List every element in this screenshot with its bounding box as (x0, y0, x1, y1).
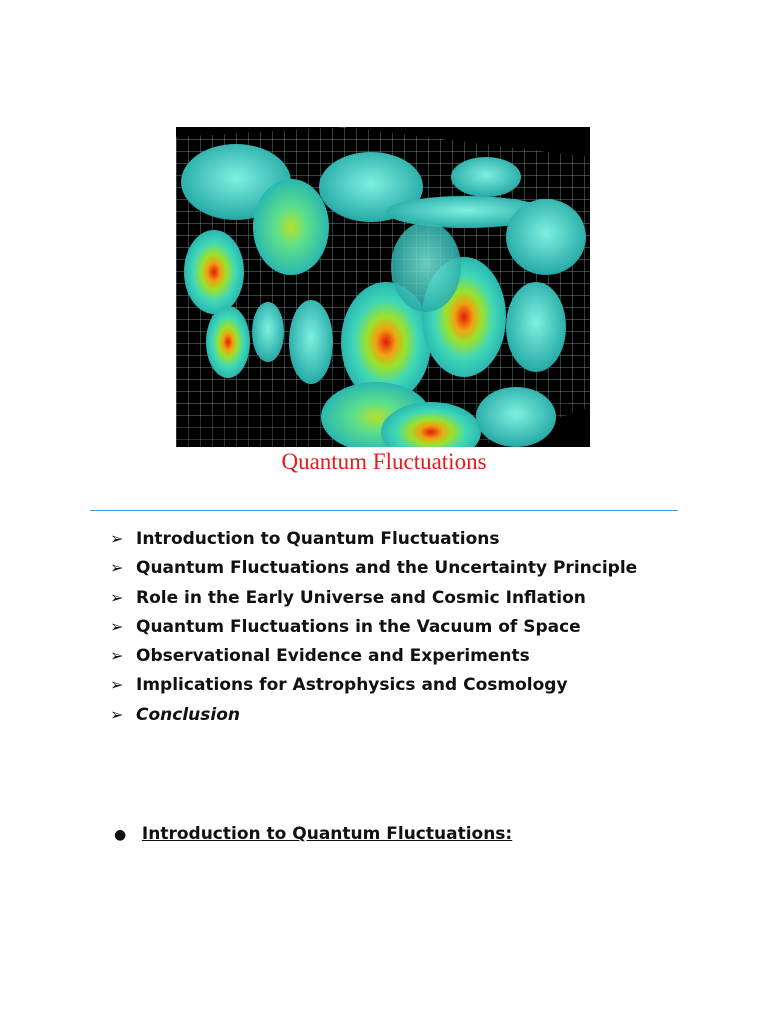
fluctuation-blob (184, 230, 244, 314)
toc-item-label: Observational Evidence and Experiments (136, 646, 530, 667)
arrow-bullet-icon: ➢ (110, 529, 124, 548)
arrow-bullet-icon: ➢ (110, 646, 124, 666)
figure-caption: Quantum Fluctuations (281, 449, 487, 474)
toc-item (110, 615, 637, 644)
fluctuation-blob (289, 300, 333, 384)
toc-item (110, 644, 637, 673)
arrow-bullet-icon: ➢ (110, 558, 124, 578)
fluctuation-blob (252, 302, 284, 362)
arrow-bullet-icon: ➢ (110, 675, 124, 695)
toc-item (110, 556, 637, 585)
fluctuation-blob (506, 199, 586, 275)
fluctuation-blob (206, 306, 250, 378)
fluctuation-blob (391, 222, 461, 312)
toc-item-label: Role in the Early Universe and Cosmic Inflation (136, 587, 586, 608)
fluctuation-blob (476, 387, 556, 447)
arrow-bullet-icon: ➢ (110, 587, 124, 607)
fluctuation-blob (253, 179, 329, 275)
toc-item-label: Quantum Fluctuations and the Uncertainty Principle (136, 558, 638, 579)
divider (90, 510, 678, 511)
toc-item-label: Conclusion (136, 704, 240, 725)
section-heading-text: Introduction to Quantum Fluctuations: (141, 824, 513, 844)
toc-item-label: Implications for Astrophysics and Cosmology (136, 675, 568, 696)
section-heading (114, 824, 512, 844)
fluctuation-visualization (176, 127, 590, 447)
arrow-bullet-icon: ➢ (110, 616, 124, 636)
toc-item (110, 703, 637, 732)
fluctuation-blob (506, 282, 566, 372)
toc-item (110, 586, 637, 615)
toc-item (110, 527, 637, 556)
quantum-fluctuations-image (176, 127, 590, 447)
toc-item-label: Introduction to Quantum Fluctuations (136, 529, 500, 549)
arrow-bullet-icon: ➢ (110, 704, 124, 724)
toc-item (110, 673, 637, 702)
fluctuation-blob (451, 157, 521, 197)
bullet-icon: ● (114, 827, 127, 843)
table-of-contents (110, 527, 637, 732)
toc-item-label: Quantum Fluctuations in the Vacuum of Space (136, 616, 581, 637)
